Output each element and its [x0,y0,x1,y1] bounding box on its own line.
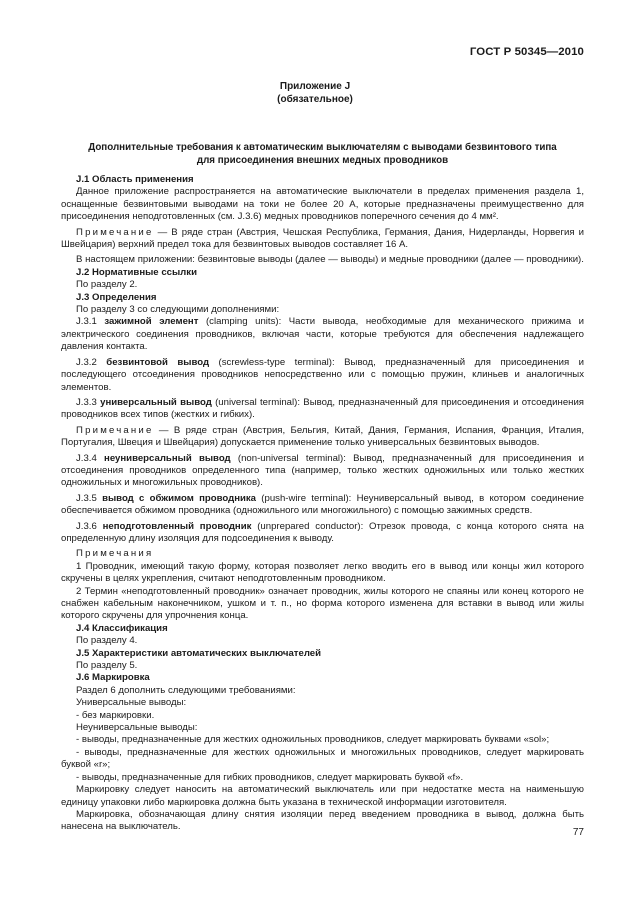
definition-j3-4 [61,453,584,490]
annex-title: Приложение J [279,81,351,92]
paragraph: Данное приложение распространяется на автоматические выключатели в пределах применения раздела 1, оснащенные безвинтовыми выводами на токи не более 20 А, которые предназначены преимущественно для присоединения неподготовленных (см. J.3.6) медных проводников поперечного сечения до 4 мм². [61,186,584,223]
note [61,227,584,252]
section-heading-j6: J.6 Маркировка [76,672,150,684]
title-line-2: для присоединения внешних медных проводников [196,154,449,166]
paragraph: Маркировку следует наносить на автоматический выключатель или при недостатке места на наименьшую единицу упаковки либо маркировка должна быть указана в технической информации изготовителя. [61,784,584,808]
paragraph: По разделу 4. [76,635,138,647]
paragraph: По разделу 5. [76,660,138,672]
definition-j3-3 [61,397,584,422]
paragraph: В настоящем приложении: безвинтовые выводы (далее — выводы) и медные проводники (далее — проводники). [76,254,584,266]
section-heading-j4: J.4 Классификация [76,622,168,634]
title-line-1: Дополнительные требования к автоматическим выключателям с выводами безвинтового типа [88,142,557,153]
definition-number: J.3.3 [76,396,101,408]
note-label: Примечание [76,226,154,238]
definition-number: J.3.6 [76,520,103,532]
section-heading-j1: J.1 Область применения [76,174,194,185]
standard-header: ГОСТ Р 50345—2010 [469,46,584,58]
definition-term: неуниверсальный вывод [104,452,231,464]
notes-label: Примечания [76,548,154,560]
paragraph: По разделу 2. [76,279,138,291]
definition-text: (universal terminal): Вывод, предназначенный для присоединения и отсоединения проводников всех типов (жестких и гибких). [61,396,585,421]
definition-j3-6 [61,521,584,546]
annex-subject-title [61,142,584,167]
section-heading-j3: J.3 Определения [76,291,157,303]
list-item: - выводы, предназначенные для жестких одножильных и многожильных проводников, следует маркировать буквой «r»; [61,746,584,771]
paragraph: Раздел 6 дополнить следующими требованиями: [76,684,296,696]
definition-term: универсальный вывод [100,396,212,408]
definition-term: зажимной элемент [104,316,199,328]
list-item: - выводы, предназначенные для жестких одножильных проводников, следует маркировать буквами «sol»; [76,734,550,746]
definition-number: J.3.2 [76,356,107,368]
definition-number: J.3.1 [76,316,105,328]
definition-text: (non-universal terminal): Вывод, предназначенный для присоединения и отсоединения проводников определенного типа (например, только жестких одножильных или только жестких одножильных и многожильных проводников). [61,452,584,489]
section-heading-j5: J.5 Характеристики автоматических выключателей [76,647,322,659]
definition-number: J.3.4 [76,452,105,464]
definition-text: (push-wire terminal): Неуниверсальный вывод, в котором соединение обеспечивается обжимом проводника (одножильного или многожильного) с помощью зажимных средств. [61,492,584,517]
annex-status: (обязательное) [277,94,353,105]
definition-j3-2 [61,357,584,394]
definition-term: безвинтовой вывод [106,356,210,368]
definition-j3-1 [61,316,584,353]
annex-heading [0,80,630,106]
document-body [61,174,584,834]
definition-term: вывод с обжимом проводника [102,492,257,504]
definition-term: неподготовленный проводник [102,520,252,532]
note-text: — В ряде стран (Австрия, Чешская Республика, Германия, Дания, Нидерланды, Норвегия и Швейцария) верхний предел тока для безвинтовых выводов составляет 16 А. [61,226,584,251]
section-heading-j2: J.2 Нормативные ссылки [76,266,197,278]
note-label: Примечание [76,424,154,436]
note-item-2: 2 Термин «неподготовленный проводник» означает проводник, жилы которого не спаяны или конец которого не снабжен кабельным наконечником, ушком и т. п., но форма которого изменена для вставки в вывод или жилы которого скручены для упрочнения конца. [61,585,584,622]
page-number: 77 [572,827,584,838]
list-item: - выводы, предназначенные для гибких проводников, следует маркировать буквой «f». [76,771,464,783]
note-item-1: 1 Проводник, имеющий такую форму, которая позволяет легко вводить его в вывод или концы жил которого скручены в целях укрепления, считают неподготовленным проводником. [61,560,584,585]
note [61,425,584,450]
paragraph: По разделу 3 со следующими дополнениями: [76,304,280,316]
paragraph: Универсальные выводы: [76,697,187,709]
paragraph: Неуниверсальные выводы: [76,722,198,734]
definition-text: (clamping units): Части вывода, необходимые для механического прижима и электрического соединения проводников, включая части, которые требуются для обеспечения надлежащего давления контакта. [61,316,584,353]
definition-number: J.3.5 [76,492,103,504]
note-text: — В ряде стран (Австрия, Бельгия, Китай, Дания, Германия, Испания, Франция, Италия, Португалия, Швеция и Швейцария) допускается применение только универсальных безвинтовых выводов. [61,424,584,449]
definition-text: (unprepared conductor): Отрезок провода, с конца которого снята на определенную длину изоляция для подсоединения к выводу. [61,520,584,544]
paragraph: Маркировка, обозначающая длину снятия изоляции перед введением проводника в вывод, должна быть нанесена на выключатель. [61,808,584,833]
definition-text: (screwless-type terminal): Вывод, предназначенный для присоединения и последующего отсоединения проводников непосредственно или с помощью пружин, клиньев и аналогичных элементов. [61,356,585,393]
list-item: - без маркировки. [76,709,155,721]
definition-j3-5 [61,493,584,518]
